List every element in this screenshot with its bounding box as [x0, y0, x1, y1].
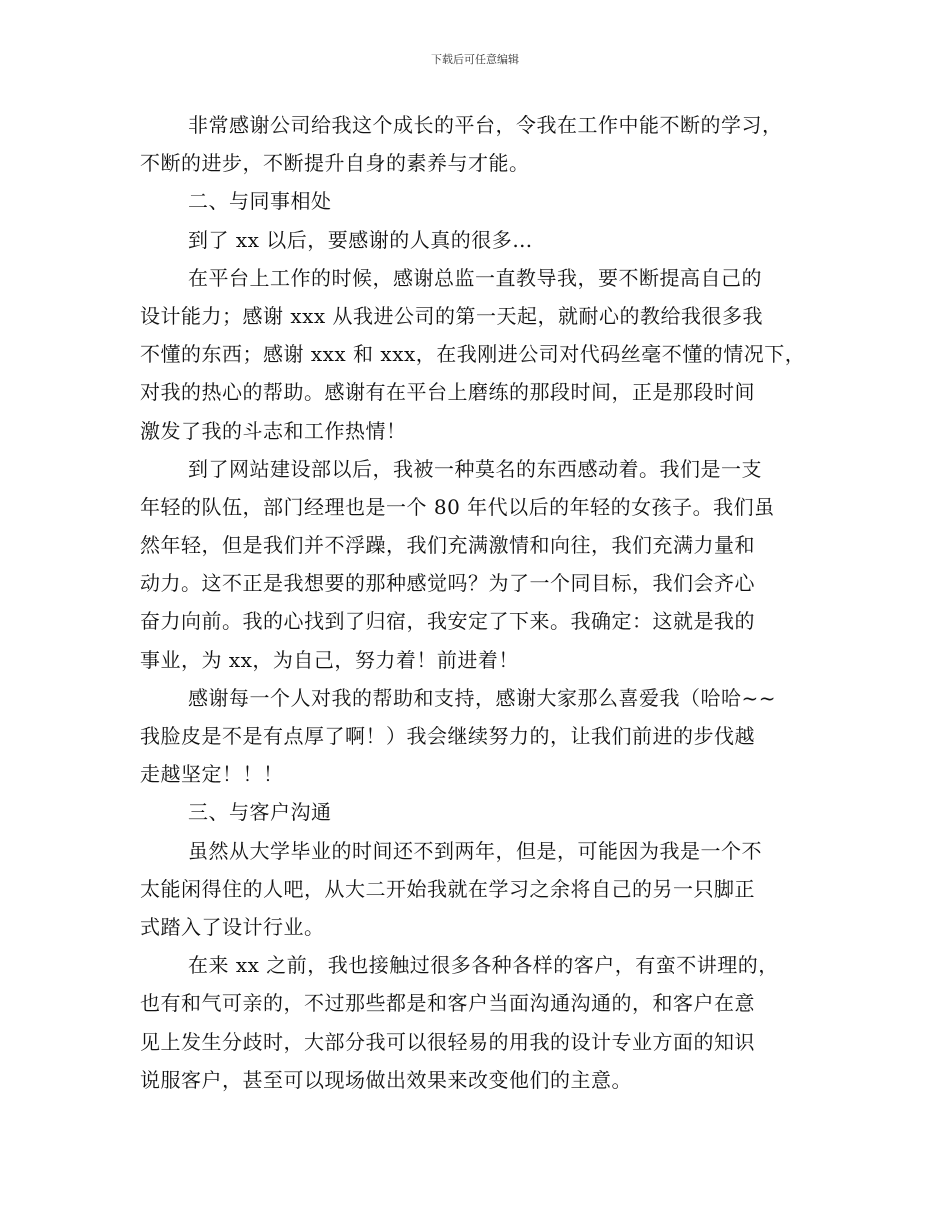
text-line: 见上发生分歧时，大部分我可以很轻易的用我的设计专业方面的知识 [140, 1029, 755, 1054]
text-line: 事业，为 xx，为自己，努力着！前进着！ [140, 647, 519, 672]
text-line: 在来 xx 之前，我也接触过很多各种各样的客户，有蛮不讲理的， [188, 953, 779, 978]
text-line: 不断的进步，不断提升自身的素养与才能。 [140, 151, 530, 176]
text-line: 不懂的东西；感谢 xxx 和 xxx，在我刚进公司对代码丝毫不懂的情况下， [140, 342, 806, 367]
section-heading: 二、与同事相处 [188, 189, 332, 214]
text-line: 然年轻，但是我们并不浮躁，我们充满激情和向往，我们充满力量和 [140, 533, 755, 558]
text-line: 感谢每一个人对我的帮助和支持，感谢大家那么喜爱我（哈哈~~ [188, 685, 777, 710]
text-line: 对我的热心的帮助。感谢有在平台上磨练的那段时间，正是那段时间 [140, 380, 755, 405]
text-line: 也有和气可亲的，不过那些都是和客户当面沟通沟通的，和客户在意 [140, 991, 755, 1016]
text-line: 虽然从大学毕业的时间还不到两年，但是，可能因为我是一个不 [188, 838, 762, 863]
text-line: 我脸皮是不是有点厚了啊！）我会继续努力的，让我们前进的步伐越 [140, 724, 755, 748]
text-line: 到了网站建设部以后，我被一种莫名的东西感动着。我们是一支 [188, 456, 762, 481]
page-header: 下载后可任意编辑 [431, 53, 519, 66]
text-line: 动力。这不正是我想要的那种感觉吗？为了一个同目标，我们会齐心 [140, 571, 755, 596]
text-line: 奋力向前。我的心找到了归宿，我安定了下来。我确定：这就是我的 [140, 609, 755, 634]
text-line: 在平台上工作的时候，感谢总监一直教导我，要不断提高自己的 [188, 265, 762, 290]
text-line: 非常感谢公司给我这个成长的平台，令我在工作中能不断的学习， [188, 113, 783, 137]
text-line: 式踏入了设计行业。 [140, 914, 325, 939]
text-line: 年轻的队伍，部门经理也是一个 80 年代以后的年轻的女孩子。我们虽 [140, 494, 775, 519]
section-heading: 三、与客户沟通 [188, 800, 332, 825]
text-line: 设计能力；感谢 xxx 从我进公司的第一天起，就耐心的教给我很多我 [140, 303, 764, 328]
text-line: 激发了我的斗志和工作热情！ [140, 418, 407, 443]
text-line: 说服客户，甚至可以现场做出效果来改变他们的主意。 [140, 1067, 632, 1092]
document-body [140, 106, 830, 1099]
text-line: 走越坚定！！！ [140, 762, 284, 787]
text-line: 太能闲得住的人吧，从大二开始我就在学习之余将自己的另一只脚正 [140, 876, 755, 901]
text-line: 到了 xx 以后，要感谢的人真的很多… [188, 227, 533, 252]
